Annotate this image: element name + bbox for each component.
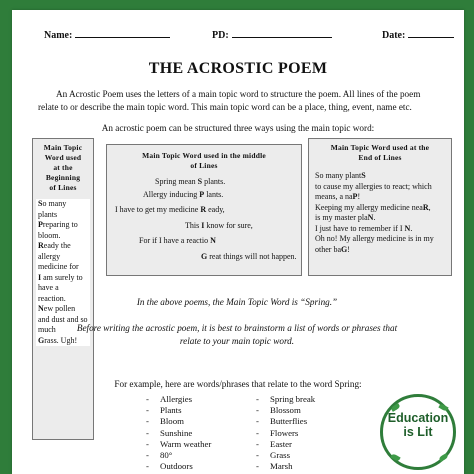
list-item: - Sunshine (146, 428, 211, 439)
page-title: THE ACROSTIC POEM (148, 60, 328, 77)
acrostic-letter: G (38, 335, 45, 345)
beginning-of-lines-box (32, 138, 94, 440)
poem-text: much (38, 325, 56, 334)
poem-line (38, 283, 88, 294)
poem-text: rass. Ugh! (44, 335, 78, 345)
acrostic-letter: S (38, 199, 43, 208)
list-item: - Easter (256, 439, 315, 450)
education-is-lit-logo (380, 394, 456, 470)
list-item: - Marsh (256, 461, 315, 472)
box-heading-line: End of Lines (358, 153, 402, 162)
poem-text: I have to get my medicine (115, 205, 201, 214)
poem-text: to cause my allergies to react; which (315, 181, 432, 191)
poem-line (315, 213, 445, 224)
list-item: - Outdoors (146, 461, 211, 472)
poem-text: eady, (206, 205, 225, 214)
poem-text: o many (42, 199, 67, 208)
poem-line (315, 224, 445, 235)
poem-text: ew pollen (43, 304, 76, 313)
poem-line (38, 199, 88, 210)
list-item: - 80° (146, 450, 211, 461)
poem-text: plants. (202, 177, 226, 186)
poem-text: Spring mean (155, 177, 198, 186)
poem-text: Keeping my allergy medicine nea (315, 202, 423, 212)
name-line (75, 28, 170, 38)
list-item: - Flowers (256, 428, 315, 439)
poem-text: So many plant (315, 171, 362, 180)
poem-line (115, 251, 297, 263)
pd-field[interactable] (212, 28, 332, 41)
box-heading-line: of Lines (49, 183, 77, 192)
acrostic-letter: G (341, 244, 348, 254)
poem-text: reparing to (42, 220, 78, 229)
acrostic-letter: R (200, 205, 207, 214)
poem-line (38, 231, 88, 242)
poem-text: I just have to remember if I (315, 223, 405, 233)
date-field[interactable] (382, 28, 454, 41)
list-item: - Allergies (146, 394, 211, 405)
date-label: Date: (382, 30, 406, 41)
box-heading-line: Beginning (45, 173, 81, 182)
poem-text: eady the (43, 241, 71, 250)
poem-text: have a (38, 283, 59, 292)
poem-text: Oh no! My allergy medicine is in my (315, 234, 434, 243)
acrostic-letter: G (201, 251, 208, 261)
worksheet-page (12, 10, 464, 474)
poem-text: allergy (38, 251, 61, 261)
list-item: - Butterflies (256, 416, 315, 427)
box-heading-line: Word used (44, 153, 82, 162)
word-list-right (256, 394, 315, 472)
box-heading-line: of Lines (190, 161, 218, 170)
poem-text: ! (347, 244, 350, 254)
poem-line (38, 210, 88, 221)
pd-line (232, 28, 332, 38)
acrostic-letter: N (210, 236, 216, 245)
acrostic-letter: I (201, 220, 205, 230)
poem-text: lants. (204, 189, 224, 199)
intro-paragraph: An Acrostic Poem uses the letters of a main topic word to structure the poem. All lines of the poem relate to or describe the main topic word. This main topic word can be a place, thing, event, name etc. (38, 89, 421, 112)
poem-line (115, 177, 293, 188)
poem-line (115, 205, 293, 216)
example-sentence: For example, here are words/phrases that relate to the word Spring: (114, 379, 362, 389)
brainstorm-note: Before writing the acrostic poem, it is best to brainstorm a list of words or phrases that relate to your main topic word. (76, 323, 398, 346)
acrostic-letter: N (404, 223, 411, 233)
poem-text: . (410, 223, 413, 233)
acrostic-letter: I (38, 272, 42, 282)
poem-text: reaction. (38, 293, 66, 303)
poem-text: medicine for (38, 262, 79, 271)
poem-line (38, 262, 88, 273)
poem-text: plants (38, 209, 58, 219)
poem-line (115, 236, 293, 247)
box-heading-line: at the (53, 163, 73, 172)
poem-text: bloom. (38, 230, 61, 240)
poem-line (315, 234, 445, 245)
poem-line (315, 182, 445, 193)
name-label: Name: (44, 30, 73, 41)
poem-text: is my master pla (315, 213, 368, 222)
poem-line (38, 220, 88, 231)
intro-structure-sentence: An acrostic poem can be structured three ways using the main topic word: (101, 123, 375, 133)
acrostic-letter: S (361, 171, 366, 180)
poem-text: This (185, 220, 202, 230)
acrostic-letter: S (197, 177, 203, 186)
poem-line (315, 203, 445, 214)
leaf-icon (438, 453, 448, 462)
poem-line (115, 190, 293, 201)
poem-line (38, 252, 88, 263)
end-poem (315, 171, 445, 255)
acrostic-letter: P (199, 189, 205, 199)
name-field[interactable] (44, 28, 170, 41)
acrostic-letter: R (422, 202, 429, 212)
acrostic-letter: P (352, 192, 358, 201)
word-list-left (146, 394, 211, 472)
main-topic-note: In the above poems, the Main Topic Word is “Spring.” (136, 297, 338, 307)
list-item: - Blossom (256, 405, 315, 416)
pd-label: PD: (212, 30, 229, 41)
middle-poem (115, 177, 297, 262)
poem-text: means, a na (315, 192, 353, 201)
poem-text: . (373, 213, 376, 222)
acrostic-letter: N (38, 304, 44, 313)
leaf-icon (390, 453, 400, 462)
poem-text: For if I have a reactio (139, 236, 211, 245)
poem-line (38, 241, 88, 252)
box-heading-line: Main Topic Word used in the middle (142, 151, 266, 160)
logo-line-1: Education (387, 411, 449, 425)
list-item: - Grass (256, 450, 315, 461)
poem-line (115, 221, 293, 232)
acrostic-letter: R (38, 241, 44, 250)
poem-text: am surely to (41, 272, 83, 282)
box-heading-line: Main Topic Word used at the (330, 143, 430, 152)
middle-box-heading (115, 151, 293, 171)
end-of-lines-box (308, 138, 452, 276)
poem-text: and dust and so (38, 314, 88, 324)
list-item: - Bloom (146, 416, 211, 427)
list-item: - Warm weather (146, 439, 211, 450)
poem-text: reat things will not happen. (207, 251, 297, 261)
box-heading-line: Main Topic (43, 143, 83, 152)
list-item: - Plants (146, 405, 211, 416)
poem-line (315, 192, 445, 203)
poem-line (315, 171, 445, 182)
acrostic-letter: N (367, 213, 374, 222)
poem-line (38, 273, 88, 284)
poem-text: , (428, 202, 431, 212)
beginning-box-heading (36, 143, 90, 193)
logo-line-2: is Lit (403, 425, 433, 439)
poem-line (315, 245, 445, 256)
date-line (408, 28, 454, 38)
poem-text: other ba (315, 244, 341, 254)
middle-of-lines-box (106, 144, 302, 276)
list-item: - Spring break (256, 394, 315, 405)
poem-text: know for sure, (204, 220, 253, 230)
acrostic-letter: P (38, 220, 43, 229)
poem-text: ! (357, 192, 361, 201)
poem-text: Allergy inducing (143, 189, 200, 199)
end-box-heading (315, 143, 445, 163)
